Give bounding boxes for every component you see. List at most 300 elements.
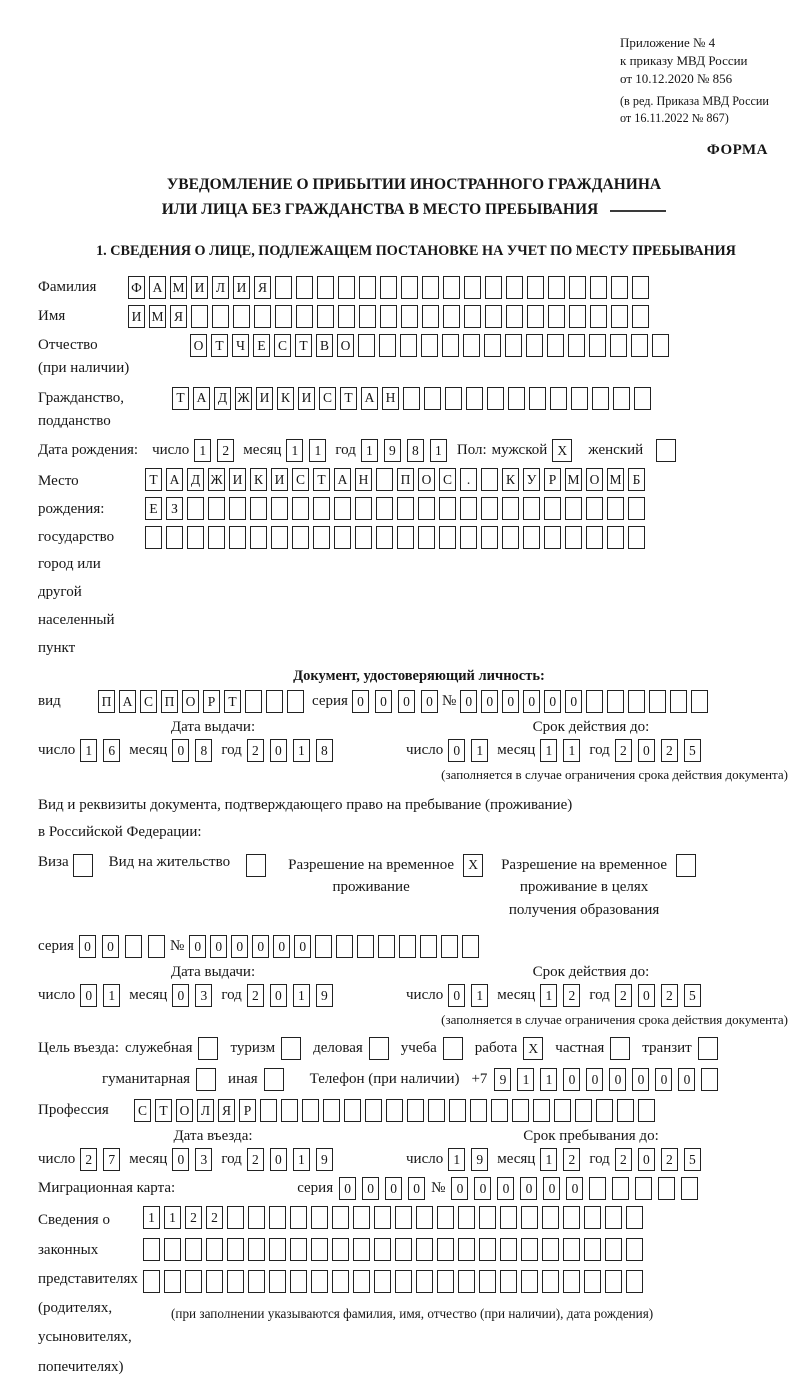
- char-cell[interactable]: 0: [523, 690, 540, 713]
- char-cell[interactable]: 0: [294, 935, 311, 958]
- char-cell[interactable]: [544, 526, 561, 549]
- char-cell[interactable]: [422, 276, 439, 299]
- char-cell[interactable]: 9: [316, 1148, 333, 1171]
- char-cell[interactable]: О: [176, 1099, 193, 1122]
- char-cell[interactable]: [317, 305, 334, 328]
- char-cell[interactable]: [376, 526, 393, 549]
- char-cell[interactable]: 0: [362, 1177, 379, 1200]
- char-cell[interactable]: 1: [103, 984, 120, 1007]
- char-cell[interactable]: [145, 526, 162, 549]
- char-cell[interactable]: 0: [339, 1177, 356, 1200]
- char-cell[interactable]: С: [319, 387, 336, 410]
- char-cell[interactable]: 2: [661, 739, 678, 762]
- char-cell[interactable]: [416, 1206, 433, 1229]
- char-cell[interactable]: [245, 690, 262, 713]
- char-cell[interactable]: [292, 497, 309, 520]
- char-cell[interactable]: М: [149, 305, 166, 328]
- purpose-tourism-checkbox[interactable]: [281, 1037, 301, 1060]
- char-cell[interactable]: [460, 497, 477, 520]
- char-cell[interactable]: Р: [544, 468, 561, 491]
- purpose-study-checkbox[interactable]: [443, 1037, 463, 1060]
- char-cell[interactable]: [185, 1238, 202, 1261]
- char-cell[interactable]: А: [119, 690, 136, 713]
- char-cell[interactable]: [691, 690, 708, 713]
- char-cell[interactable]: [269, 1238, 286, 1261]
- char-cell[interactable]: Ч: [232, 334, 249, 357]
- char-cell[interactable]: 5: [684, 739, 701, 762]
- char-cell[interactable]: 6: [103, 739, 120, 762]
- char-cell[interactable]: [227, 1238, 244, 1261]
- char-cell[interactable]: [458, 1238, 475, 1261]
- char-cell[interactable]: О: [418, 468, 435, 491]
- char-cell[interactable]: [542, 1270, 559, 1293]
- purpose-official-checkbox[interactable]: [198, 1037, 218, 1060]
- char-cell[interactable]: [658, 1177, 675, 1200]
- char-cell[interactable]: [439, 526, 456, 549]
- char-cell[interactable]: [584, 1270, 601, 1293]
- char-cell[interactable]: И: [233, 276, 250, 299]
- char-cell[interactable]: 1: [286, 439, 303, 462]
- char-cell[interactable]: 0: [520, 1177, 537, 1200]
- char-cell[interactable]: И: [271, 468, 288, 491]
- char-cell[interactable]: 3: [195, 984, 212, 1007]
- char-cell[interactable]: [649, 690, 666, 713]
- char-cell[interactable]: [464, 305, 481, 328]
- char-cell[interactable]: [548, 305, 565, 328]
- char-cell[interactable]: [275, 276, 292, 299]
- char-cell[interactable]: [681, 1177, 698, 1200]
- char-cell[interactable]: 2: [247, 984, 264, 1007]
- char-cell[interactable]: [311, 1238, 328, 1261]
- char-cell[interactable]: [481, 526, 498, 549]
- char-cell[interactable]: З: [166, 497, 183, 520]
- char-cell[interactable]: [386, 1099, 403, 1122]
- char-cell[interactable]: [527, 276, 544, 299]
- char-cell[interactable]: 0: [421, 690, 438, 713]
- char-cell[interactable]: 1: [309, 439, 326, 462]
- char-cell[interactable]: [571, 387, 588, 410]
- char-cell[interactable]: [523, 497, 540, 520]
- char-cell[interactable]: [227, 1270, 244, 1293]
- char-cell[interactable]: [481, 468, 498, 491]
- char-cell[interactable]: 0: [497, 1177, 514, 1200]
- char-cell[interactable]: [491, 1099, 508, 1122]
- char-cell[interactable]: 1: [194, 439, 211, 462]
- char-cell[interactable]: [334, 526, 351, 549]
- char-cell[interactable]: [418, 526, 435, 549]
- char-cell[interactable]: [401, 276, 418, 299]
- char-cell[interactable]: [229, 497, 246, 520]
- char-cell[interactable]: 1: [563, 739, 580, 762]
- char-cell[interactable]: [443, 276, 460, 299]
- char-cell[interactable]: Н: [355, 468, 372, 491]
- char-cell[interactable]: [395, 1206, 412, 1229]
- char-cell[interactable]: [463, 334, 480, 357]
- char-cell[interactable]: [143, 1238, 160, 1261]
- char-cell[interactable]: [421, 334, 438, 357]
- char-cell[interactable]: [365, 1099, 382, 1122]
- char-cell[interactable]: Е: [253, 334, 270, 357]
- char-cell[interactable]: 0: [565, 690, 582, 713]
- char-cell[interactable]: 9: [494, 1068, 511, 1091]
- char-cell[interactable]: Л: [212, 276, 229, 299]
- char-cell[interactable]: Т: [340, 387, 357, 410]
- char-cell[interactable]: [460, 526, 477, 549]
- char-cell[interactable]: 0: [544, 690, 561, 713]
- char-cell[interactable]: [605, 1206, 622, 1229]
- char-cell[interactable]: [458, 1206, 475, 1229]
- char-cell[interactable]: [397, 497, 414, 520]
- char-cell[interactable]: [281, 1099, 298, 1122]
- residence-permit-checkbox[interactable]: [246, 854, 266, 877]
- temp-residence-edu-checkbox[interactable]: [676, 854, 696, 877]
- char-cell[interactable]: [164, 1270, 181, 1293]
- char-cell[interactable]: [401, 305, 418, 328]
- char-cell[interactable]: 1: [143, 1206, 160, 1229]
- char-cell[interactable]: [479, 1238, 496, 1261]
- char-cell[interactable]: 0: [655, 1068, 672, 1091]
- char-cell[interactable]: [589, 334, 606, 357]
- char-cell[interactable]: [271, 526, 288, 549]
- char-cell[interactable]: [584, 1238, 601, 1261]
- char-cell[interactable]: М: [607, 468, 624, 491]
- char-cell[interactable]: [485, 305, 502, 328]
- char-cell[interactable]: И: [256, 387, 273, 410]
- char-cell[interactable]: [470, 1099, 487, 1122]
- char-cell[interactable]: 0: [448, 739, 465, 762]
- char-cell[interactable]: 2: [563, 1148, 580, 1171]
- char-cell[interactable]: К: [250, 468, 267, 491]
- char-cell[interactable]: 1: [293, 739, 310, 762]
- char-cell[interactable]: 0: [398, 690, 415, 713]
- char-cell[interactable]: [275, 305, 292, 328]
- char-cell[interactable]: [565, 497, 582, 520]
- purpose-work-checkbox[interactable]: X: [523, 1037, 543, 1060]
- char-cell[interactable]: 0: [474, 1177, 491, 1200]
- char-cell[interactable]: О: [337, 334, 354, 357]
- char-cell[interactable]: 0: [210, 935, 227, 958]
- char-cell[interactable]: Д: [187, 468, 204, 491]
- char-cell[interactable]: [374, 1206, 391, 1229]
- char-cell[interactable]: 2: [206, 1206, 223, 1229]
- char-cell[interactable]: [422, 305, 439, 328]
- char-cell[interactable]: [610, 334, 627, 357]
- char-cell[interactable]: [428, 1099, 445, 1122]
- char-cell[interactable]: 0: [189, 935, 206, 958]
- char-cell[interactable]: [458, 1270, 475, 1293]
- char-cell[interactable]: [612, 1177, 629, 1200]
- char-cell[interactable]: 0: [638, 984, 655, 1007]
- char-cell[interactable]: [632, 305, 649, 328]
- char-cell[interactable]: [437, 1270, 454, 1293]
- char-cell[interactable]: [296, 276, 313, 299]
- purpose-private-checkbox[interactable]: [610, 1037, 630, 1060]
- char-cell[interactable]: 0: [638, 739, 655, 762]
- sex-male-checkbox[interactable]: X: [552, 439, 572, 462]
- char-cell[interactable]: [353, 1206, 370, 1229]
- char-cell[interactable]: [420, 935, 437, 958]
- char-cell[interactable]: [506, 305, 523, 328]
- char-cell[interactable]: [296, 305, 313, 328]
- char-cell[interactable]: Т: [172, 387, 189, 410]
- char-cell[interactable]: [500, 1206, 517, 1229]
- char-cell[interactable]: 0: [408, 1177, 425, 1200]
- char-cell[interactable]: [187, 497, 204, 520]
- char-cell[interactable]: [399, 935, 416, 958]
- char-cell[interactable]: 0: [609, 1068, 626, 1091]
- char-cell[interactable]: 0: [638, 1148, 655, 1171]
- char-cell[interactable]: [206, 1270, 223, 1293]
- char-cell[interactable]: [287, 690, 304, 713]
- char-cell[interactable]: [336, 935, 353, 958]
- purpose-business-checkbox[interactable]: [369, 1037, 389, 1060]
- char-cell[interactable]: [613, 387, 630, 410]
- char-cell[interactable]: [611, 305, 628, 328]
- char-cell[interactable]: [374, 1238, 391, 1261]
- char-cell[interactable]: [374, 1270, 391, 1293]
- char-cell[interactable]: [586, 690, 603, 713]
- char-cell[interactable]: [596, 1099, 613, 1122]
- char-cell[interactable]: С: [140, 690, 157, 713]
- char-cell[interactable]: [506, 276, 523, 299]
- char-cell[interactable]: [584, 1206, 601, 1229]
- char-cell[interactable]: 1: [293, 1148, 310, 1171]
- char-cell[interactable]: [565, 526, 582, 549]
- char-cell[interactable]: [592, 387, 609, 410]
- char-cell[interactable]: Т: [295, 334, 312, 357]
- char-cell[interactable]: [505, 334, 522, 357]
- char-cell[interactable]: 0: [79, 935, 96, 958]
- char-cell[interactable]: [542, 1238, 559, 1261]
- char-cell[interactable]: 1: [471, 739, 488, 762]
- char-cell[interactable]: [357, 935, 374, 958]
- char-cell[interactable]: [315, 935, 332, 958]
- char-cell[interactable]: 1: [517, 1068, 534, 1091]
- char-cell[interactable]: [332, 1206, 349, 1229]
- char-cell[interactable]: 0: [543, 1177, 560, 1200]
- char-cell[interactable]: [611, 276, 628, 299]
- char-cell[interactable]: [466, 387, 483, 410]
- char-cell[interactable]: [250, 497, 267, 520]
- char-cell[interactable]: .: [460, 468, 477, 491]
- char-cell[interactable]: [563, 1238, 580, 1261]
- char-cell[interactable]: К: [277, 387, 294, 410]
- char-cell[interactable]: [344, 1099, 361, 1122]
- char-cell[interactable]: А: [166, 468, 183, 491]
- sex-female-checkbox[interactable]: [656, 439, 676, 462]
- char-cell[interactable]: [353, 1270, 370, 1293]
- char-cell[interactable]: [353, 1238, 370, 1261]
- char-cell[interactable]: 1: [164, 1206, 181, 1229]
- char-cell[interactable]: [338, 276, 355, 299]
- char-cell[interactable]: 0: [352, 690, 369, 713]
- char-cell[interactable]: 1: [540, 739, 557, 762]
- char-cell[interactable]: [302, 1099, 319, 1122]
- char-cell[interactable]: [521, 1270, 538, 1293]
- char-cell[interactable]: 0: [502, 690, 519, 713]
- char-cell[interactable]: [652, 334, 669, 357]
- char-cell[interactable]: [355, 526, 372, 549]
- char-cell[interactable]: 2: [80, 1148, 97, 1171]
- char-cell[interactable]: [481, 497, 498, 520]
- char-cell[interactable]: Я: [254, 276, 271, 299]
- char-cell[interactable]: И: [191, 276, 208, 299]
- char-cell[interactable]: П: [161, 690, 178, 713]
- char-cell[interactable]: С: [292, 468, 309, 491]
- char-cell[interactable]: [250, 526, 267, 549]
- char-cell[interactable]: [248, 1270, 265, 1293]
- char-cell[interactable]: [607, 497, 624, 520]
- char-cell[interactable]: 2: [247, 1148, 264, 1171]
- char-cell[interactable]: Я: [170, 305, 187, 328]
- char-cell[interactable]: [380, 276, 397, 299]
- char-cell[interactable]: [479, 1206, 496, 1229]
- char-cell[interactable]: [626, 1270, 643, 1293]
- char-cell[interactable]: [208, 526, 225, 549]
- char-cell[interactable]: [227, 1206, 244, 1229]
- char-cell[interactable]: [632, 276, 649, 299]
- char-cell[interactable]: [442, 334, 459, 357]
- char-cell[interactable]: [292, 526, 309, 549]
- char-cell[interactable]: [380, 305, 397, 328]
- char-cell[interactable]: [634, 387, 651, 410]
- char-cell[interactable]: [628, 690, 645, 713]
- char-cell[interactable]: [638, 1099, 655, 1122]
- char-cell[interactable]: [418, 497, 435, 520]
- char-cell[interactable]: [290, 1206, 307, 1229]
- char-cell[interactable]: [554, 1099, 571, 1122]
- char-cell[interactable]: [485, 276, 502, 299]
- char-cell[interactable]: [487, 387, 504, 410]
- char-cell[interactable]: [628, 497, 645, 520]
- char-cell[interactable]: 0: [172, 739, 189, 762]
- char-cell[interactable]: 0: [270, 984, 287, 1007]
- char-cell[interactable]: [605, 1270, 622, 1293]
- char-cell[interactable]: [311, 1270, 328, 1293]
- char-cell[interactable]: [628, 526, 645, 549]
- char-cell[interactable]: [260, 1099, 277, 1122]
- char-cell[interactable]: [311, 1206, 328, 1229]
- char-cell[interactable]: Т: [224, 690, 241, 713]
- char-cell[interactable]: [395, 1270, 412, 1293]
- char-cell[interactable]: И: [128, 305, 145, 328]
- char-cell[interactable]: [635, 1177, 652, 1200]
- char-cell[interactable]: [464, 276, 481, 299]
- char-cell[interactable]: 7: [103, 1148, 120, 1171]
- char-cell[interactable]: 9: [471, 1148, 488, 1171]
- purpose-other-checkbox[interactable]: [264, 1068, 284, 1091]
- char-cell[interactable]: [416, 1238, 433, 1261]
- char-cell[interactable]: 0: [586, 1068, 603, 1091]
- char-cell[interactable]: 2: [615, 984, 632, 1007]
- char-cell[interactable]: 0: [172, 984, 189, 1007]
- char-cell[interactable]: У: [523, 468, 540, 491]
- char-cell[interactable]: [338, 305, 355, 328]
- char-cell[interactable]: [563, 1206, 580, 1229]
- char-cell[interactable]: 1: [80, 739, 97, 762]
- char-cell[interactable]: [407, 1099, 424, 1122]
- char-cell[interactable]: И: [298, 387, 315, 410]
- char-cell[interactable]: 5: [684, 1148, 701, 1171]
- char-cell[interactable]: [358, 334, 375, 357]
- char-cell[interactable]: 0: [385, 1177, 402, 1200]
- char-cell[interactable]: [271, 497, 288, 520]
- char-cell[interactable]: [359, 276, 376, 299]
- char-cell[interactable]: [586, 497, 603, 520]
- temp-residence-checkbox[interactable]: X: [463, 854, 483, 877]
- char-cell[interactable]: Т: [155, 1099, 172, 1122]
- char-cell[interactable]: [589, 1177, 606, 1200]
- char-cell[interactable]: 2: [185, 1206, 202, 1229]
- char-cell[interactable]: [449, 1099, 466, 1122]
- char-cell[interactable]: 0: [270, 739, 287, 762]
- char-cell[interactable]: [269, 1270, 286, 1293]
- char-cell[interactable]: [631, 334, 648, 357]
- char-cell[interactable]: [439, 497, 456, 520]
- char-cell[interactable]: [568, 334, 585, 357]
- char-cell[interactable]: [607, 690, 624, 713]
- char-cell[interactable]: [395, 1238, 412, 1261]
- char-cell[interactable]: [550, 387, 567, 410]
- char-cell[interactable]: [563, 1270, 580, 1293]
- char-cell[interactable]: [502, 497, 519, 520]
- char-cell[interactable]: [529, 387, 546, 410]
- char-cell[interactable]: О: [190, 334, 207, 357]
- char-cell[interactable]: 5: [684, 984, 701, 1007]
- char-cell[interactable]: 2: [661, 984, 678, 1007]
- char-cell[interactable]: Ж: [208, 468, 225, 491]
- char-cell[interactable]: [416, 1270, 433, 1293]
- char-cell[interactable]: [500, 1270, 517, 1293]
- char-cell[interactable]: [332, 1238, 349, 1261]
- char-cell[interactable]: С: [134, 1099, 151, 1122]
- char-cell[interactable]: М: [170, 276, 187, 299]
- char-cell[interactable]: 1: [293, 984, 310, 1007]
- char-cell[interactable]: [569, 276, 586, 299]
- char-cell[interactable]: 0: [460, 690, 477, 713]
- char-cell[interactable]: [605, 1238, 622, 1261]
- char-cell[interactable]: [266, 690, 283, 713]
- char-cell[interactable]: [590, 305, 607, 328]
- char-cell[interactable]: [143, 1270, 160, 1293]
- char-cell[interactable]: [187, 526, 204, 549]
- char-cell[interactable]: [443, 305, 460, 328]
- char-cell[interactable]: [359, 305, 376, 328]
- char-cell[interactable]: К: [502, 468, 519, 491]
- char-cell[interactable]: [670, 690, 687, 713]
- char-cell[interactable]: [527, 305, 544, 328]
- char-cell[interactable]: [400, 334, 417, 357]
- char-cell[interactable]: 8: [407, 439, 424, 462]
- char-cell[interactable]: 0: [563, 1068, 580, 1091]
- char-cell[interactable]: [575, 1099, 592, 1122]
- char-cell[interactable]: [701, 1068, 718, 1091]
- char-cell[interactable]: [424, 387, 441, 410]
- char-cell[interactable]: [148, 935, 165, 958]
- char-cell[interactable]: [523, 526, 540, 549]
- char-cell[interactable]: Я: [218, 1099, 235, 1122]
- char-cell[interactable]: [185, 1270, 202, 1293]
- char-cell[interactable]: [607, 526, 624, 549]
- char-cell[interactable]: [355, 497, 372, 520]
- char-cell[interactable]: [313, 497, 330, 520]
- char-cell[interactable]: [508, 387, 525, 410]
- char-cell[interactable]: 8: [195, 739, 212, 762]
- char-cell[interactable]: В: [316, 334, 333, 357]
- char-cell[interactable]: [317, 276, 334, 299]
- char-cell[interactable]: [462, 935, 479, 958]
- char-cell[interactable]: [166, 526, 183, 549]
